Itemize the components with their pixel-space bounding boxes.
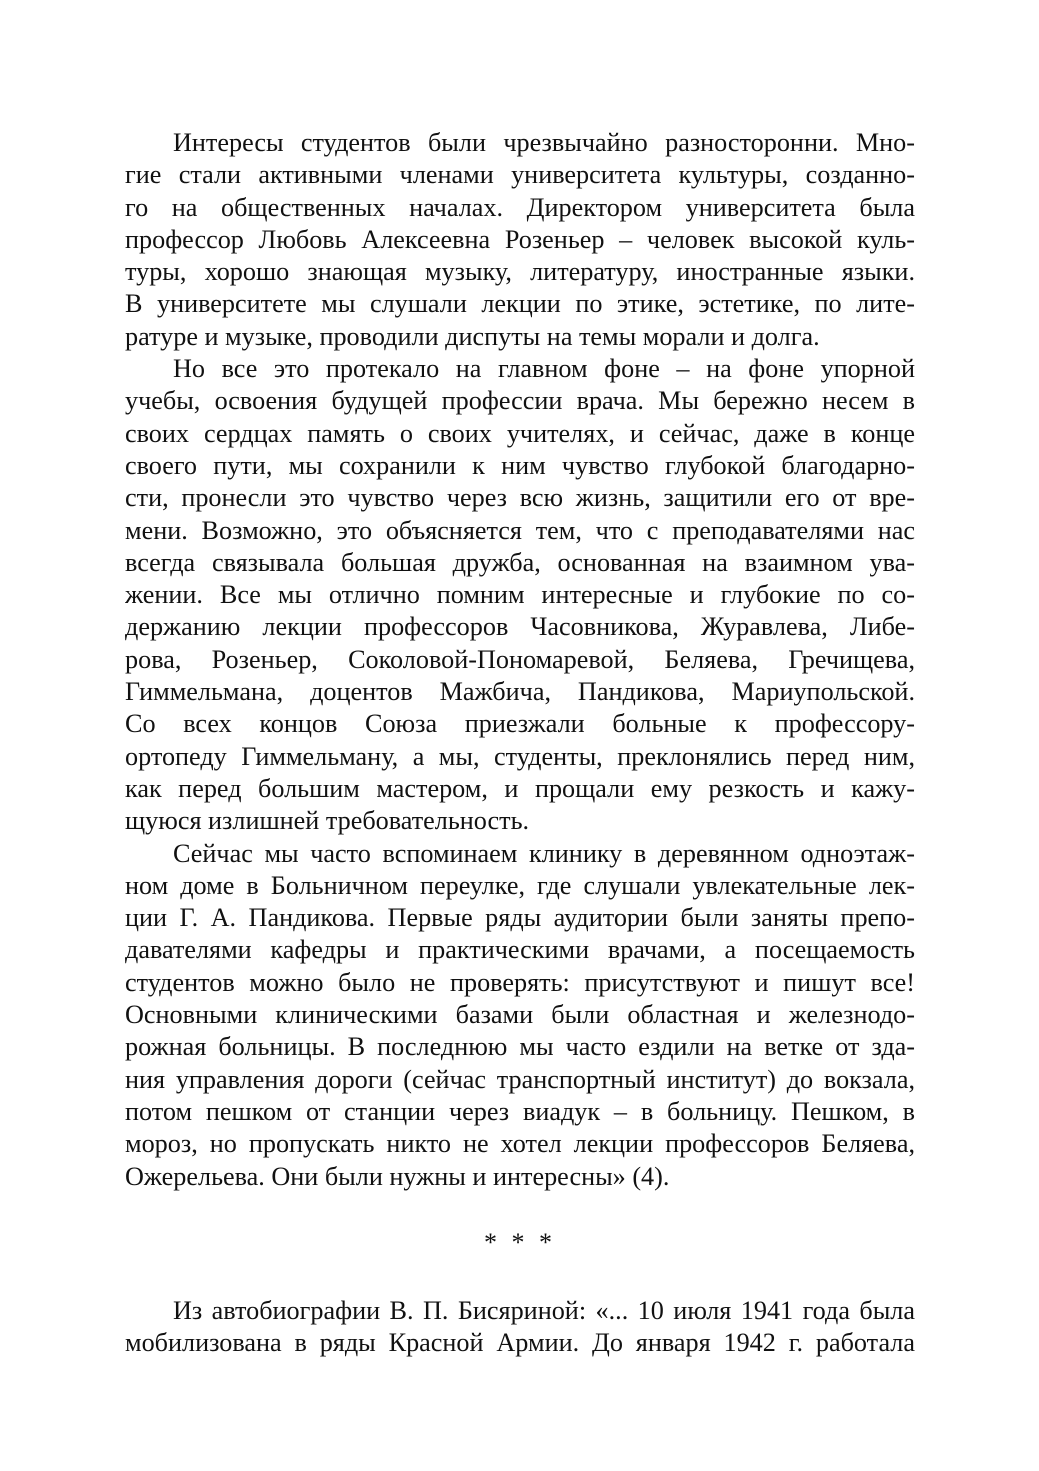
text-line: жении. Все мы отлично помним интересные и глубокие по со- [125,580,915,610]
section-separator: * * * [484,1227,556,1257]
text-line: В университете мы слушали лекции по этике, эстетике, по лите- [125,289,915,319]
text-line: Интересы студентов были чрезвычайно разносторонни. Мно- [173,128,915,157]
text-line: туры, хорошо знающая музыку, литературу, иностранные языки. [125,257,915,287]
text-line: потом пешком от станции через виадук – в больницу. Пешком, в [125,1096,915,1126]
text-line: учебы, освоения будущей профессии врача. Мы бережно несем в [125,386,915,416]
text-line: ортопеду Гиммельману, а мы, студенты, преклонялись перед ним, [125,741,915,771]
paragraph [125,838,915,1193]
text-line: ном доме в Больничном переулке, где слушали увлекательные лек- [125,870,915,900]
text-line: всегда связывала большая дружба, основанная на взаимном ува- [125,547,915,577]
page-body [125,127,915,1359]
text-line: студентов можно было не проверять: присутствуют и пишут все! [125,967,915,997]
text-line: ния управления дороги (сейчас транспортный институт) до вокзала, [125,1064,915,1094]
text-line: своего пути, мы сохранили к ним чувство глубокой благодарно- [125,450,915,480]
text-line: Гиммельмана, доцентов Мажбича, Пандикова, Мариупольской. [125,677,915,707]
text-line: мороз, но пропускать никто не хотел лекции профессоров Беляева, [125,1129,915,1159]
text-line: ратуре и музыке, проводили диспуты на темы морали и долга. [125,321,820,351]
text-line: мобилизована в ряды Красной Армии. До января 1942 г. работала [125,1328,915,1358]
text-line: Ожерельева. Они были нужны и интересны» (4). [125,1161,670,1191]
text-line: давателями кафедры и практическими врачами, а посещаемость [125,935,915,965]
text-line: Но все это протекало на главном фоне – на фоне упорной [173,354,915,384]
text-line: щуюся излишней требовательность. [125,806,530,836]
text-line: сти, пронесли это чувство через всю жизнь, защитили его от вре- [125,483,915,513]
text-line: го на общественных началах. Директором университета была [125,192,915,222]
text-line: рова, Розеньер, Соколовой-Пономаревой, Беляева, Гречищева, [125,644,915,674]
text-line: своих сердцах память о своих учителях, и сейчас, даже в конце [125,418,915,448]
text-line: Сейчас мы часто вспоминаем клинику в деревянном одноэтаж- [173,838,915,868]
text-line: ции Г. А. Пандикова. Первые ряды аудитории были заняты препо- [125,903,915,933]
text-line: как перед большим мастером, и прощали ему резкость и кажу- [125,773,915,803]
paragraph [125,353,915,837]
text-line: профессор Любовь Алексеевна Розеньер – человек высокой куль- [125,224,915,254]
text-line: мени. Возможно, это объясняется тем, что с преподавателями нас [125,515,915,545]
text-line: Основными клиническими базами были областная и железнодо- [125,1000,915,1030]
paragraph [125,1295,915,1360]
text-line: рожная больницы. В последнюю мы часто ездили на ветке от зда- [125,1032,915,1062]
text-line: Из автобиографии В. П. Бисяриной: «... 10 июля 1941 года была [173,1295,915,1325]
text-line: Со всех концов Союза приезжали больные к профессору- [125,709,915,739]
paragraph [125,127,915,353]
text-line: гие стали активными членами университета культуры, созданно- [125,160,915,190]
text-line: держанию лекции профессоров Часовникова, Журавлева, Либе- [125,612,915,642]
